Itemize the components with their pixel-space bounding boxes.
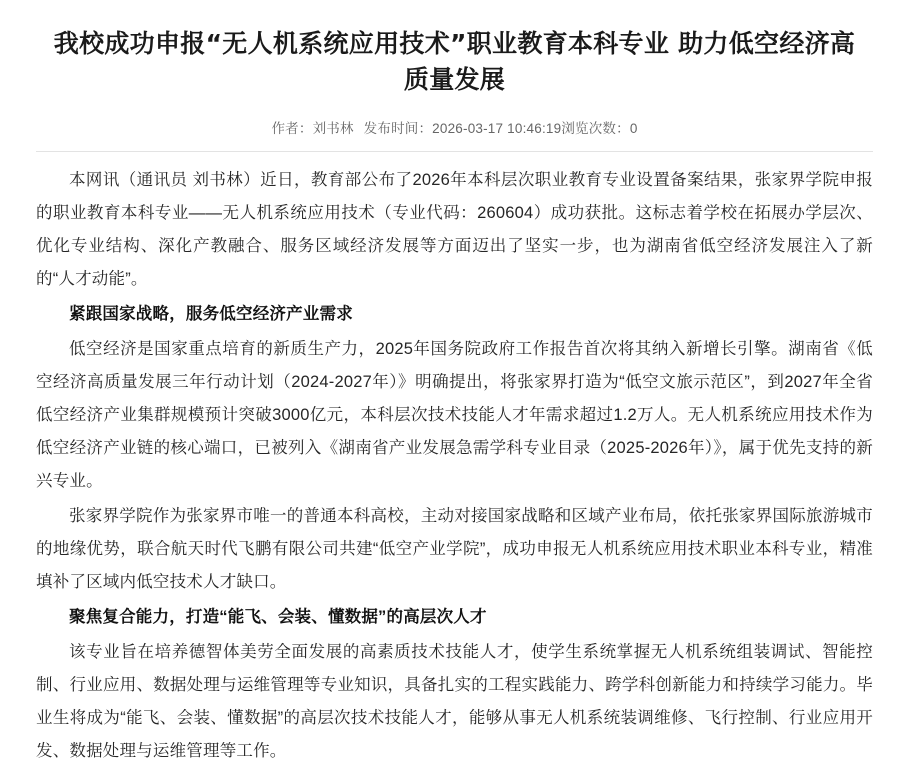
article-paragraph: 本网讯（通讯员 刘书林）近日，教育部公布了2026年本科层次职业教育专业设置备案结果，张家界学院申报的职业教育本科专业——无人机系统应用技术（专业代码：260604）成功获批。这标志着学校在拓展办学层次、优化专业结构、深化产教融合、服务区域经济发展等方面迈出了坚实一步，也为湖南省低空经济发展注入了新的“人才动能”。 — [36, 170, 873, 288]
meta-publish-value: 2026-03-17 10:46:19 — [432, 120, 562, 136]
article-paragraph: 低空经济是国家重点培育的新质生产力，2025年国务院政府工作报告首次将其纳入新增长引擎。湖南省《低空经济高质量发展三年行动计划（2024-2027年）》明确提出，将张家界打造为“低空文旅示范区”，到2027年全省低空经济产业集群规模预计突破3000亿元，本科层次技术技能人才年需求超过1.2万人。无人机系统应用技术作为低空经济产业链的核心端口，已被列入《湖南省产业发展急需学科专业目录（2025-2026年）》，属于优先支持的新兴专业。 — [36, 339, 873, 490]
title-divider — [36, 151, 873, 152]
meta-author-value: 刘书林 — [312, 120, 354, 136]
article-paragraph: 该专业旨在培养德智体美劳全面发展的高素质技术技能人才，使学生系统掌握无人机系统组装调试、智能控制、行业应用、数据处理与运维管理等专业知识，具备扎实的工程实践能力、跨学科创新能力和持续学习能力。毕业生将成为“能飞、会装、懂数据”的高层次技术技能人才，能够从事无人机系统装调维修、飞行控制、行业应用开发、数据处理与运维管理等工作。 — [36, 642, 873, 760]
meta-publish-label: 发布时间： — [363, 120, 433, 136]
page-title: 我校成功申报“无人机系统应用技术”职业教育本科专业 助力低空经济高质量发展 — [53, 29, 856, 95]
article-body — [36, 164, 873, 768]
meta-views-value: 0 — [629, 120, 638, 136]
article-subheading: 紧跟国家战略，服务低空经济产业需求 — [69, 304, 353, 323]
article-meta — [36, 117, 873, 137]
article-subheading: 聚焦复合能力，打造“能飞、会装、懂数据”的高层次人才 — [69, 607, 487, 626]
article-paragraph: 张家界学院作为张家界市唯一的普通本科高校，主动对接国家战略和区域产业布局，依托张家界国际旅游城市的地缘优势，联合航天时代飞鹏有限公司共建“低空产业学院”，成功申报无人机系统应用技术职业本科专业，精准填补了区域内低空技术人才缺口。 — [36, 506, 873, 591]
meta-views-label: 浏览次数： — [561, 120, 630, 136]
meta-author-label: 作者： — [271, 120, 313, 136]
